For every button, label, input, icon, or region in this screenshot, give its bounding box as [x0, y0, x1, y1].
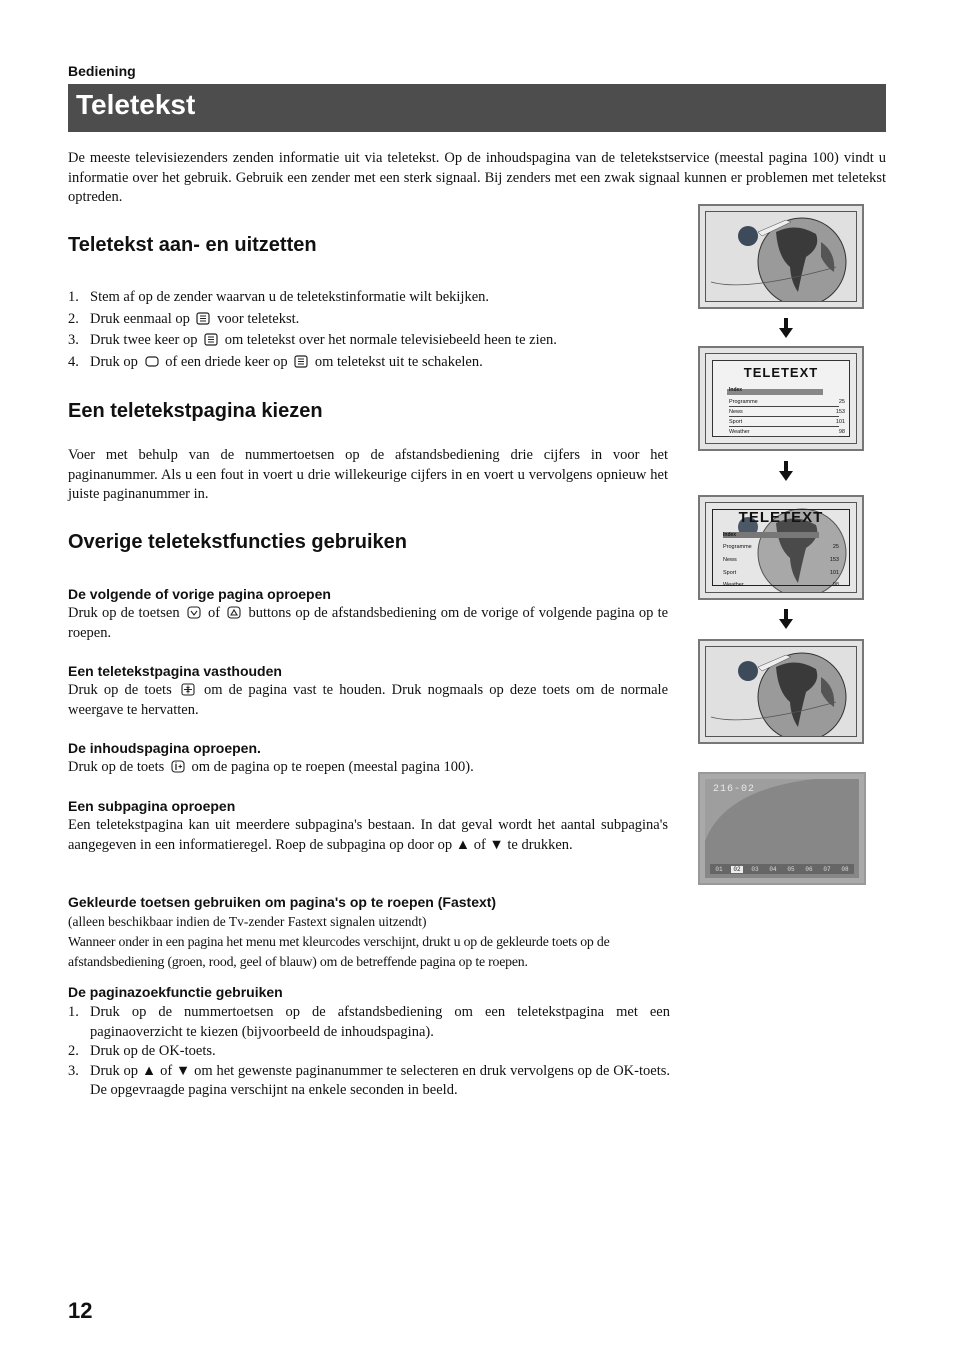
fastext-paragraph: Wanneer onder in een pagina het menu met kleurcodes verschijnt, drukt u op de gekleurde toets op de afstandsbediening (groen, rood, geel of blauw) om de betreffende pagina op te roepen.: [68, 934, 610, 969]
subheading-index: De inhoudspagina oproepen.: [68, 740, 261, 756]
choose-paragraph: Voer met behulp van de nummertoetsen op de afstandsbediening drie cijfers in voor het paginanummer. Als u een fout in voert u drie willekeurige cijfers in en voert u vervolgens opnieuw het juiste paginanummer in.: [68, 447, 668, 502]
teletext-row: Sport 101: [723, 570, 839, 576]
subpage-paragraph: Een teletekstpagina kan uit meerdere subpagina's bestaan. In dat geval wordt het aantal subpagina's aangegeven in een informatieregel. Roep de subpagina op door op ▲ of ▼ te drukken.: [68, 817, 668, 853]
page-up-icon: [227, 606, 241, 619]
tv-screen-globe-off: [698, 639, 864, 744]
arrow-down-icon: [779, 609, 793, 629]
subheading-hold: Een teletekstpagina vasthouden: [68, 663, 282, 679]
index-label: Index: [729, 387, 743, 393]
subpage-tab: 06: [805, 865, 813, 873]
subheading-search: De paginazoekfunctie gebruiken: [68, 984, 283, 1000]
subheading-fastext: Gekleurde toetsen gebruiken om pagina's op te roepen (Fastext): [68, 894, 497, 910]
teletext-icon: [294, 355, 308, 368]
teletext-title: TELETEXT: [738, 509, 824, 526]
teletext-icon: [196, 312, 210, 325]
tv-icon: [145, 355, 159, 368]
teletext-row: Sport 101: [729, 419, 845, 425]
list-item: 2. Druk eenmaal op voor teletekst.: [68, 310, 300, 327]
subpage-tab-selected: 02: [733, 865, 741, 873]
teletext-row: Programme 25: [723, 544, 839, 550]
heading-choose: Een teletekstpagina kiezen: [68, 400, 323, 422]
page-number: 12: [68, 1298, 93, 1323]
subpage-tab: 03: [751, 865, 759, 873]
tv-screen-globe: [698, 204, 864, 309]
title-bar: [68, 84, 886, 132]
list-item: 1. Stem af op de zender waarvan u de teletekstinformatie wilt bekijken.: [68, 289, 490, 305]
heading-onoff: Teletekst aan- en uitzetten: [68, 234, 317, 256]
list-item: 4. Druk op of een driede keer op om teletekst uit te schakelen.: [68, 353, 483, 370]
hold-icon: [181, 683, 195, 696]
globe-illustration: [706, 647, 857, 737]
subpage-tab: 07: [823, 865, 831, 873]
subheading-nextprev: De volgende of vorige pagina oproepen: [68, 586, 331, 602]
teletext-icon: [204, 333, 218, 346]
subpage-tab: 05: [787, 865, 795, 873]
teletext-page: [712, 509, 850, 586]
teletext-title: TELETEXT: [743, 365, 819, 380]
section-label: Bediening: [68, 63, 136, 79]
list-item: 1. Druk op de nummertoetsen op de afstandsbediening om een teletekstpagina met een paginaoverzicht te kiezen (bijvoorbeeld de inhoudspagina).: [68, 1004, 670, 1040]
page-title: Teletekst: [76, 89, 196, 120]
subpage-tab: 01: [715, 865, 723, 873]
subpage-page-number: 216-02: [713, 784, 756, 795]
arrow-down-icon: [779, 461, 793, 481]
list-item: 2. Druk op de OK-toets.: [68, 1043, 216, 1059]
teletext-row: Weather 98: [729, 429, 845, 435]
teletext-row: Weather 98: [723, 582, 839, 588]
tv-screen-teletext: [698, 346, 864, 451]
tv-screen-subpage: [698, 772, 866, 885]
subpage-tab: 08: [841, 865, 849, 873]
teletext-page: [712, 360, 850, 437]
list-item: 3. Druk twee keer op om teletekst over het normale televisiebeeld heen te zien.: [68, 332, 557, 348]
teletext-row: Programme 25: [729, 399, 845, 405]
tv-screen-mix: [698, 495, 864, 600]
teletext-row: News 153: [723, 557, 839, 563]
onoff-steps: [68, 287, 668, 373]
nextprev-paragraph: Druk op de toetsen of buttons op de afstandsbediening om de vorige of volgende pagina op te roepen.: [68, 605, 669, 641]
arrow-down-icon: [779, 318, 793, 338]
subpage-bar: [710, 864, 854, 874]
search-steps: [68, 1003, 670, 1101]
page-down-icon: [187, 606, 201, 619]
globe-illustration: [706, 212, 857, 302]
heading-other: Overige teletekstfuncties gebruiken: [68, 531, 408, 553]
intro-paragraph: De meeste televisiezenders zenden informatie uit via teletekst. Op de inhoudspagina van de teletekstservice (meestal pagina 100) vindt u informatie over het gebruik. Gebruik een zender met een sterk signaal. Bij zenders met een zwak signaal kunnen er problemen met teletekst optreden.: [68, 150, 886, 205]
subheading-subpage: Een subpagina oproepen: [68, 798, 236, 814]
hold-paragraph: Druk op de toets om de pagina vast te houden. Druk nogmaals op deze toets om de normale weergave te hervatten.: [68, 682, 669, 718]
index-label: Index: [723, 532, 737, 538]
list-item: 3. Druk op ▲ of ▼ om het gewenste paginanummer te selecteren en druk vervolgens op de OK-toets. De opgevraagde pagina verschijnt na enkele seconden in beeld.: [68, 1062, 670, 1098]
fastext-note: (alleen beschikbaar indien de Tv-zender Fastext signalen uitzendt): [68, 914, 427, 929]
index-paragraph: Druk op de toets om de pagina op te roepen (meestal pagina 100).: [68, 759, 474, 775]
teletext-row: News 153: [729, 409, 845, 415]
info-index-icon: [171, 760, 185, 773]
index-bar: [723, 532, 819, 538]
subpage-tab: 04: [769, 865, 777, 873]
